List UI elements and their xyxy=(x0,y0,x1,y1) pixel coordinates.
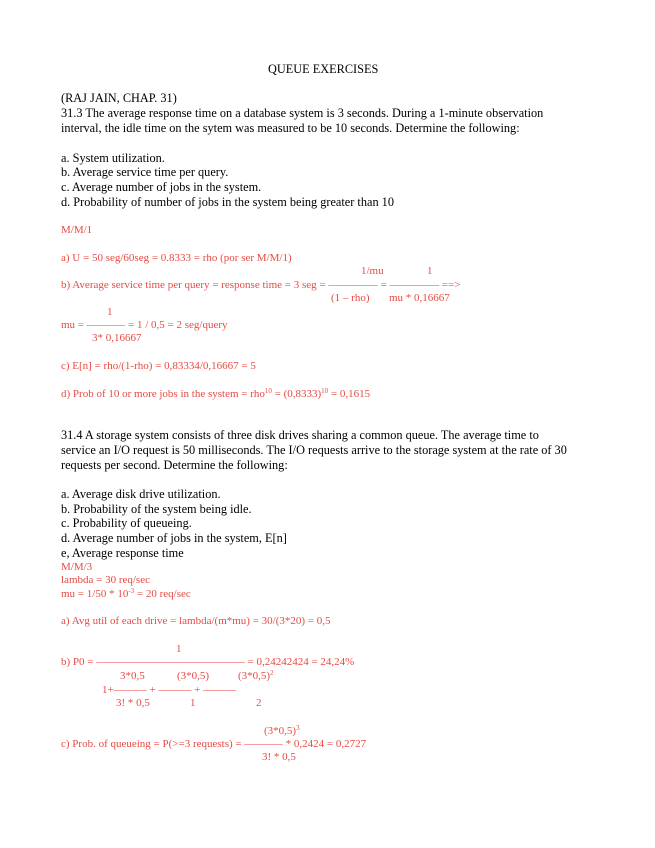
answer-b-fraction-row: 1+–––––– + –––––– + –––––– xyxy=(102,684,237,696)
exercise-31-4-text-line2: service an I/O request is 50 milliseconds. The I/O requests arrive to the storage system at the rate of 30 xyxy=(61,443,567,457)
answer-b-numerator-1: 1/mu xyxy=(361,265,384,277)
answer-d-text: = (0,8333) xyxy=(271,388,322,400)
answer-c-numerator-text: (3*0,5) xyxy=(264,725,297,737)
question-item: d. Average number of jobs in the system, E[n] xyxy=(61,531,287,545)
answer-d xyxy=(61,388,370,401)
answer-c: c) E[n] = rho/(1-rho) = 0,83334/0,16667 = 5 xyxy=(61,360,256,372)
answer-a: a) Avg util of each drive = lambda/(m*mu) = 30/(3*20) = 0,5 xyxy=(61,615,331,627)
answer-b: b) P0 = ––––––––––––––––––––––––––– = 0,24242424 = 24,24% xyxy=(61,656,355,668)
answer-b-denominator-2: 1 xyxy=(190,697,196,709)
answer-b-numerator-2: 1 xyxy=(427,265,433,277)
answer-b-denominator-1: (1 – rho) xyxy=(331,292,370,304)
answer-b-term-1: 3*0,5 xyxy=(120,670,145,682)
document-title: QUEUE EXERCISES xyxy=(268,62,379,76)
answer-b-denominator-3: 2 xyxy=(256,697,262,709)
mu-numerator: 1 xyxy=(107,306,113,318)
answer-b-term-3 xyxy=(238,670,274,683)
answer-d-exponent: 10 xyxy=(321,387,329,395)
exercise-31-4-text-line3: requests per second. Determine the following: xyxy=(61,458,288,472)
question-item: c. Probability of queueing. xyxy=(61,516,192,530)
answer-c-numerator xyxy=(264,725,300,738)
question-item: a. System utilization. xyxy=(61,151,165,165)
model-label: M/M/1 xyxy=(61,224,93,236)
question-item: e, Average response time xyxy=(61,546,184,560)
question-item: b. Probability of the system being idle. xyxy=(61,502,252,516)
answer-b-numerator: 1 xyxy=(176,643,182,655)
reference: (RAJ JAIN, CHAP. 31) xyxy=(61,91,177,105)
model-label: M/M/3 xyxy=(61,561,93,573)
answer-b-term-3-exponent: 2 xyxy=(270,669,274,677)
question-item: a. Average disk drive utilization. xyxy=(61,487,221,501)
question-item: c. Average number of jobs in the system. xyxy=(61,180,262,194)
lambda-value: lambda = 30 req/sec xyxy=(61,574,150,586)
exercise-31-3-text-line1: 31.3 The average response time on a database system is 3 seconds. During a 1-minute observation xyxy=(61,106,544,120)
mu-value-text: = 20 req/sec xyxy=(134,588,191,600)
answer-d-text: d) Prob of 10 or more jobs in the system = rho xyxy=(61,388,265,400)
question-item: b. Average service time per query. xyxy=(61,165,229,179)
question-item: d. Probability of number of jobs in the system being greater than 10 xyxy=(61,195,394,209)
answer-a: a) U = 50 seg/60seg = 0.8333 = rho (por ser M/M/1) xyxy=(61,252,292,264)
answer-b-term-3-text: (3*0,5) xyxy=(238,670,271,682)
answer-d-exponent: 10 xyxy=(264,387,272,395)
answer-c-denominator: 3! * 0,5 xyxy=(262,751,296,763)
answer-d-text: = 0,1615 xyxy=(328,388,371,400)
exercise-31-3-text-line2: interval, the idle time on the sytem was measured to be 10 seconds. Determine the following: xyxy=(61,121,520,135)
answer-c-numerator-exponent: 3 xyxy=(296,724,300,732)
answer-b-term-2: (3*0,5) xyxy=(177,670,210,682)
mu-value xyxy=(61,588,191,601)
exercise-31-4-text-line1: 31.4 A storage system consists of three disk drives sharing a common queue. The average time to xyxy=(61,428,539,442)
answer-b-denominator-2: mu * 0,16667 xyxy=(389,292,450,304)
answer-b-denominator-1: 3! * 0,5 xyxy=(116,697,150,709)
mu-equation: mu = ––––––– = 1 / 0,5 = 2 seg/query xyxy=(61,319,228,331)
answer-b: b) Average service time per query = response time = 3 seg = ––––––––– = ––––––––– ==> xyxy=(61,279,461,291)
mu-value-exponent: -3 xyxy=(128,587,135,595)
mu-denominator: 3* 0,16667 xyxy=(92,332,142,344)
answer-c: c) Prob. of queueing = P(>=3 requests) = ––––––– * 0,2424 = 0,2727 xyxy=(61,738,367,750)
mu-value-text: mu = 1/50 * 10 xyxy=(61,588,129,600)
